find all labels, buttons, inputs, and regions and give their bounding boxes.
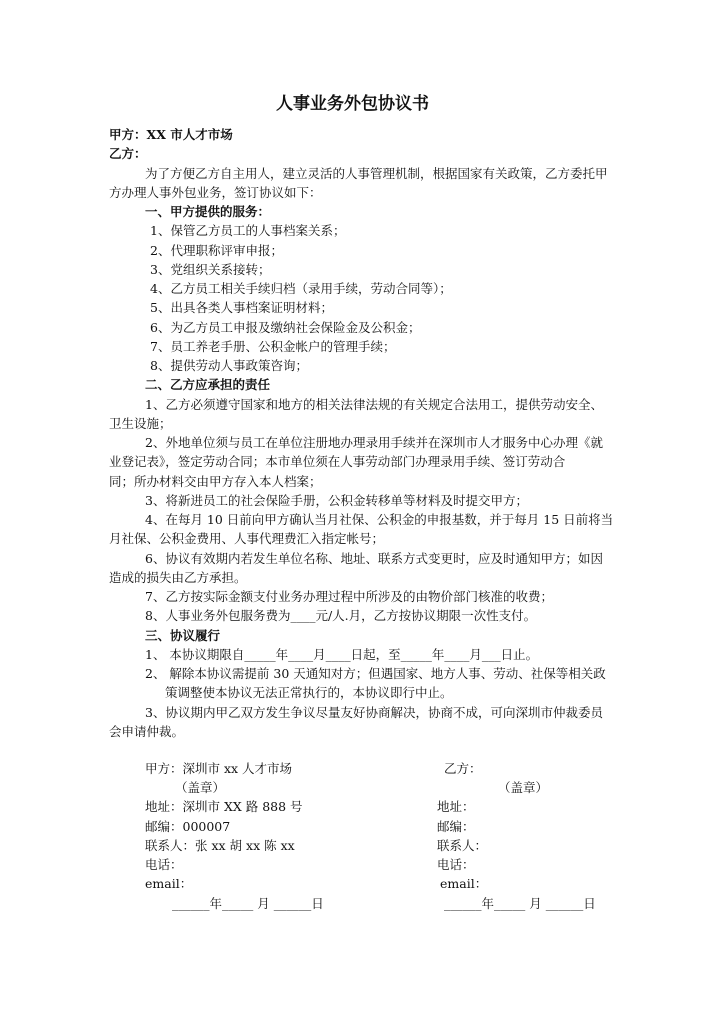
section-1-item: 2、代理职称评审申报； [150, 243, 283, 258]
section-3-line: 3、协议期内甲乙双方发生争议尽量友好协商解决，协商不成，可向深圳市仲裁委员 [145, 705, 603, 720]
party-b-phone: 电话： [437, 857, 475, 872]
section-2-heading: 二、乙方应承担的责任 [145, 377, 271, 392]
party-a-heading: 甲方：XX 市人才市场 [109, 127, 233, 142]
section-3-line: 2、 解除本协议需提前 30 天通知对方；但遇国家、地方人事、劳动、社保等相关政 [145, 666, 606, 681]
section-3-heading: 三、协议履行 [145, 628, 221, 643]
section-1-item: 6、为乙方员工申报及缴纳社会保险金及公积金； [150, 320, 421, 335]
party-b-email: email： [440, 876, 488, 891]
party-a-contact: 联系人：张 xx 胡 xx 陈 xx [145, 838, 295, 853]
party-b-contact: 联系人： [437, 838, 488, 853]
document-title: 人事业务外包协议书 [276, 94, 429, 114]
intro-line: 方办理人事外包业务，签订协议如下： [109, 185, 322, 200]
party-a-seal-label: （盖章） [175, 780, 226, 795]
section-2-line: 7、乙方按实际金额支付业务办理过程中所涉及的由物价部门核准的收费； [145, 589, 553, 604]
section-2-line: 月社保、公积金费用、人事代理费汇入指定帐号； [109, 531, 385, 546]
section-1-item: 7、员工养老手册、公积金帐户的管理手续； [150, 339, 396, 354]
section-2-line: 卫生设施； [109, 416, 172, 431]
party-a-phone: 电话： [145, 857, 183, 872]
section-3-line: 策调整使本协议无法正常执行的，本协议即行中止。 [165, 685, 453, 700]
section-2-line: 6、协议有效期内若发生单位名称、地址、联系方式变更时，应及时通知甲方；如因 [145, 551, 603, 566]
section-1-item: 5、出具各类人事档案证明材料； [150, 300, 333, 315]
section-2-line: 造成的损失由乙方承担。 [109, 570, 247, 585]
section-2-line: 3、将新进员工的社会保险手册，公积金转移单等材料及时提交甲方； [145, 493, 528, 508]
party-a-signature-name: 甲方：深圳市 xx 人才市场 [145, 761, 293, 776]
section-2-line: 1、乙方必须遵守国家和地方的相关法律法规的有关规定合法用工，提供劳动安全、 [145, 397, 603, 412]
party-b-postcode: 邮编： [437, 819, 475, 834]
section-2-line: 同；所办材料交由甲方存入本人档案； [109, 474, 322, 489]
party-a-postcode: 邮编：000007 [145, 819, 231, 834]
party-b-date: ______年_____ 月 ______日 [444, 896, 596, 911]
party-b-heading: 乙方： [109, 146, 147, 161]
section-1-heading: 一、甲方提供的服务： [145, 204, 271, 219]
section-2-line: 4、在每月 10 日前向甲方确认当月社保、公积金的申报基数，并于每月 15 日前将当 [145, 512, 614, 527]
section-1-item: 1、保管乙方员工的人事档案关系； [150, 223, 346, 238]
section-2-line: 2、外地单位须与员工在单位注册地办理录用手续并在深圳市人才服务中心办理《就 [145, 435, 603, 450]
section-3-line: 会申请仲裁。 [109, 724, 185, 739]
party-b-address: 地址： [437, 799, 475, 814]
section-3-line: 1、 本协议期限自_____年____月____日起，至_____年____月___日止。 [145, 647, 539, 662]
section-1-item: 4、乙方员工相关手续归档（录用手续，劳动合同等）； [150, 281, 452, 296]
party-b-signature-name: 乙方： [444, 761, 482, 776]
section-1-item: 3、党组织关系接转； [150, 262, 271, 277]
party-b-seal-label: （盖章） [498, 780, 549, 795]
intro-line: 为了方便乙方自主用人，建立灵活的人事管理机制，根据国家有关政策，乙方委托甲 [145, 166, 608, 181]
section-1-item: 8、提供劳动人事政策咨询； [150, 358, 308, 373]
section-2-line: 8、人事业务外包服务费为____元/人.月，乙方按协议期限一次性支付。 [145, 608, 537, 623]
party-a-date: ______年_____ 月 ______日 [172, 896, 324, 911]
party-a-address: 地址：深圳市 XX 路 888 号 [145, 799, 303, 814]
section-2-line: 业登记表》，签定劳动合同；本市单位须在人事劳动部门办理录用手续、签订劳动合 [109, 454, 566, 469]
party-a-email: email： [145, 876, 193, 891]
